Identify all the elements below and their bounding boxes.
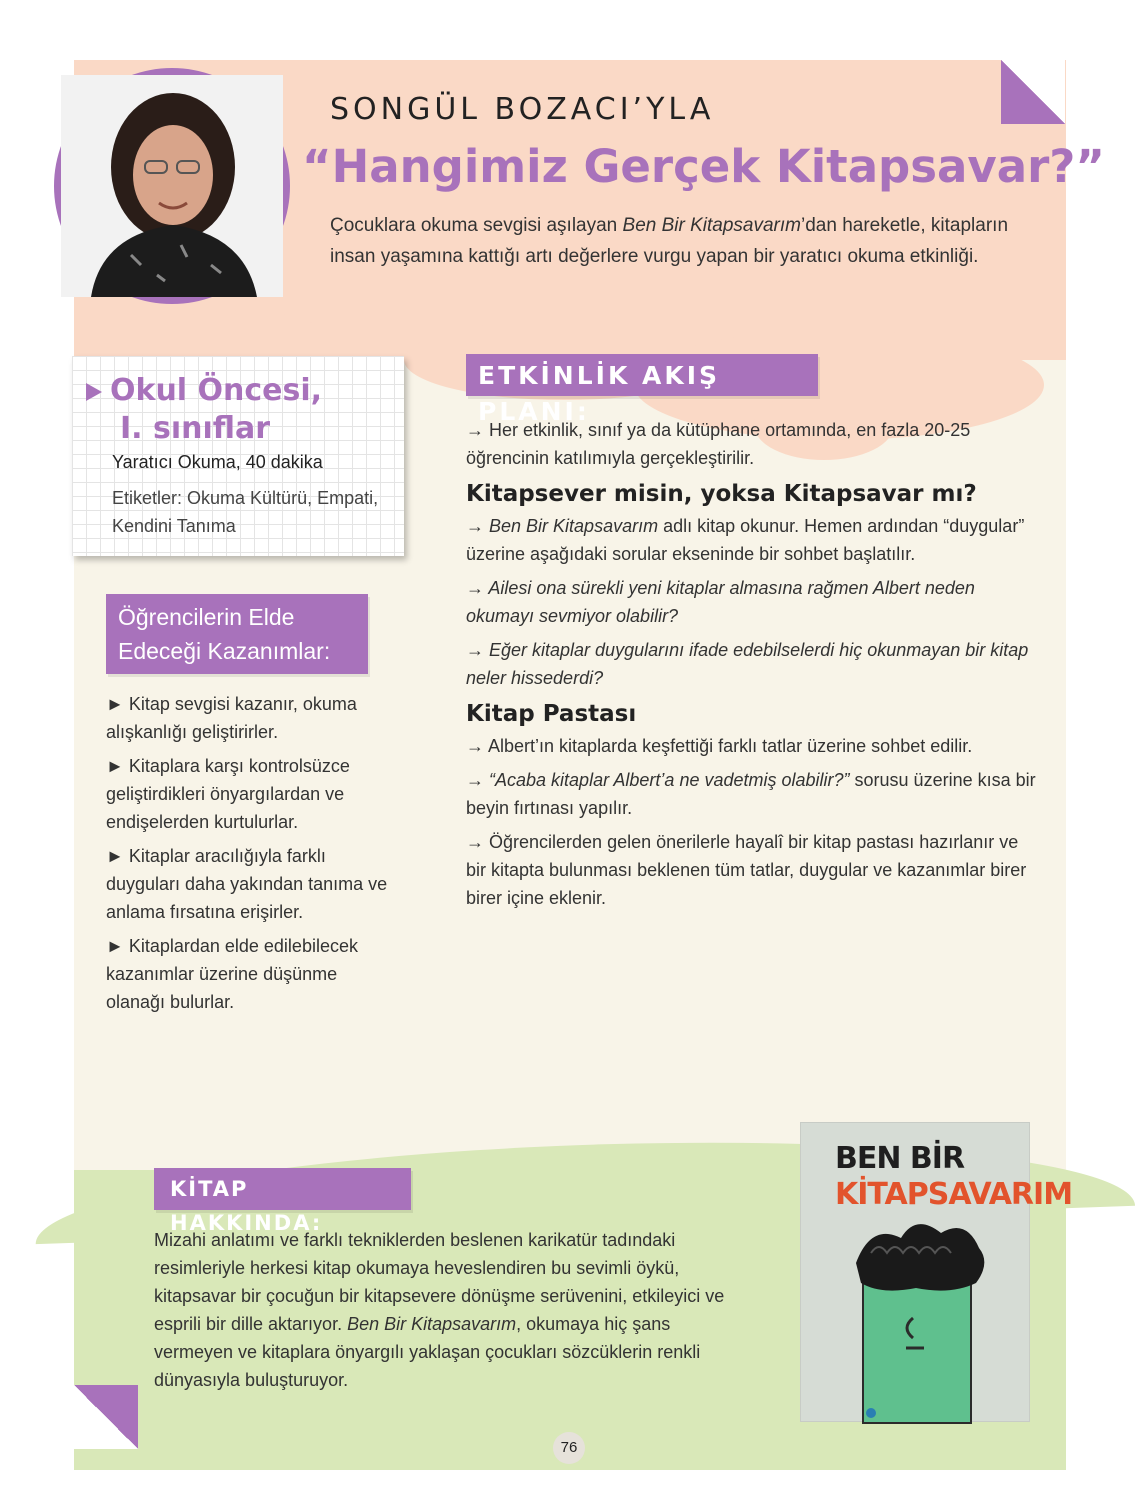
page-number: 76 <box>553 1432 585 1464</box>
intro-paragraph <box>330 210 1030 272</box>
book-title: Ben Bir Kitapsavarım <box>489 516 659 536</box>
book-title: Ben Bir Kitapsavarım <box>347 1314 517 1334</box>
corner-fold-icon <box>74 1385 138 1449</box>
level-title <box>86 372 322 448</box>
section-title: Kitapsever misin, yoksa Kitapsavar mı? <box>466 481 977 507</box>
question-text: → Eğer kitaplar duygularını ifade edebilselerdi hiç okunmayan bir kitap neler hissederdi? <box>466 640 1029 688</box>
outcomes-heading: Öğrencilerin Elde Edeceği Kazanımlar: <box>106 594 368 674</box>
section-title: Kitap Pastası <box>466 701 637 727</box>
flow-paragraph <box>466 512 1036 568</box>
author-photo <box>54 68 290 304</box>
level-title-line1: Okul Öncesi, <box>110 373 323 408</box>
outcomes-list <box>106 690 396 1022</box>
flow-text: sorusu üzerine kısa bir beyin fırtınası yapılır. <box>466 770 1036 818</box>
intro-book-title: Ben Bir Kitapsavarım <box>622 215 801 236</box>
question-text: “Acaba kitaplar Albert’a ne vadetmiş olabilir?” <box>489 770 850 790</box>
page-title: “Hangimiz Gerçek Kitapsavar?” <box>302 140 1105 193</box>
book-cover <box>800 1122 1073 1422</box>
level-subtitle: Yaratıcı Okuma, 40 dakika <box>112 452 323 472</box>
arrow-icon: → <box>466 516 490 536</box>
flow-question <box>466 574 1036 630</box>
list-item: ► Kitaplar aracılığıyla farklı duyguları daha yakından tanıma ve anlama fırsatına erişirler. <box>106 846 388 922</box>
flow-paragraph: → Albert’ın kitaplarda keşfettiği farklı tatlar üzerine sohbet edilir. <box>466 736 973 756</box>
intro-text: Çocuklara okuma sevgisi aşılayan <box>330 215 623 236</box>
corner-fold-icon <box>1001 60 1065 124</box>
about-text: , okumaya hiç şans vermeyen ve kitaplara önyargılı yaklaşan çocukları sözcüklerin renkli dünyasıyla buluşturuyor. <box>154 1314 701 1390</box>
flow-paragraph: → Öğrencilerden gelen önerilerle hayalî bir kitap pastası hazırlanır ve bir kitapta bulunması beklenen tüm tatlar, duygular ve kazanımlar birer birer içine eklenir. <box>466 832 1027 908</box>
flow-intro: → Her etkinlik, sınıf ya da kütüphane ortamında, en fazla 20-25 öğrencinin katılımıyla gerçekleştirilir. <box>466 420 971 468</box>
level-tags: Etiketler: Okuma Kültürü, Empati, Kendini Tanıma <box>112 488 379 536</box>
list-item: ► Kitaplardan elde edilebilecek kazanımlar üzerine düşünme olanağı bulurlar. <box>106 936 358 1012</box>
flow-section <box>466 416 1036 918</box>
about-paragraph <box>154 1226 754 1394</box>
book-cover-title-2: KİTAPSAVARIM <box>835 1177 1073 1212</box>
about-text: Mizahi anlatımı ve farklı tekniklerden beslenen karikatür tadındaki resimleriyle herkesi kitap okumaya heveslendiren bu sevimli öykü, kitapsavar bir çocuğun bir kitapsevere dönüşme serüvenini, etkileyici ve esprili bir dille aktarıyor. <box>154 1230 725 1334</box>
intro-text: ’dan hareketle, kitapların insan yaşamına kattığı artı değerlere vurgu yapan bir yaratıcı okuma etkinliği. <box>330 215 1009 267</box>
level-card <box>72 356 404 556</box>
flow-heading: ETKİNLİK AKIŞ PLANI: <box>466 354 818 396</box>
list-item: ► Kitap sevgisi kazanır, okuma alışkanlığı geliştirirler. <box>106 694 357 742</box>
book-cover-title-1: BEN BİR <box>835 1141 965 1176</box>
author-line: SONGÜL BOZACI’YLA <box>330 92 715 127</box>
question-text: → Ailesi ona sürekli yeni kitaplar almasına rağmen Albert neden okumayı sevmiyor olabilir? <box>466 578 975 626</box>
arrow-icon: → <box>466 770 490 790</box>
about-heading: KİTAP HAKKINDA: <box>154 1168 411 1210</box>
level-title-line2: I. sınıflar <box>120 411 271 446</box>
play-arrow-icon <box>86 383 102 401</box>
flow-paragraph <box>466 766 1036 822</box>
list-item: ► Kitaplara karşı kontrolsüzce geliştirdikleri önyargılardan ve endişelerden kurtulurlar. <box>106 756 350 832</box>
flow-question <box>466 636 1036 692</box>
flow-text: adlı kitap okunur. Hemen ardından “duygular” üzerine aşağıdaki sorular ekseninde bir sohbet başlatılır. <box>466 516 1025 564</box>
